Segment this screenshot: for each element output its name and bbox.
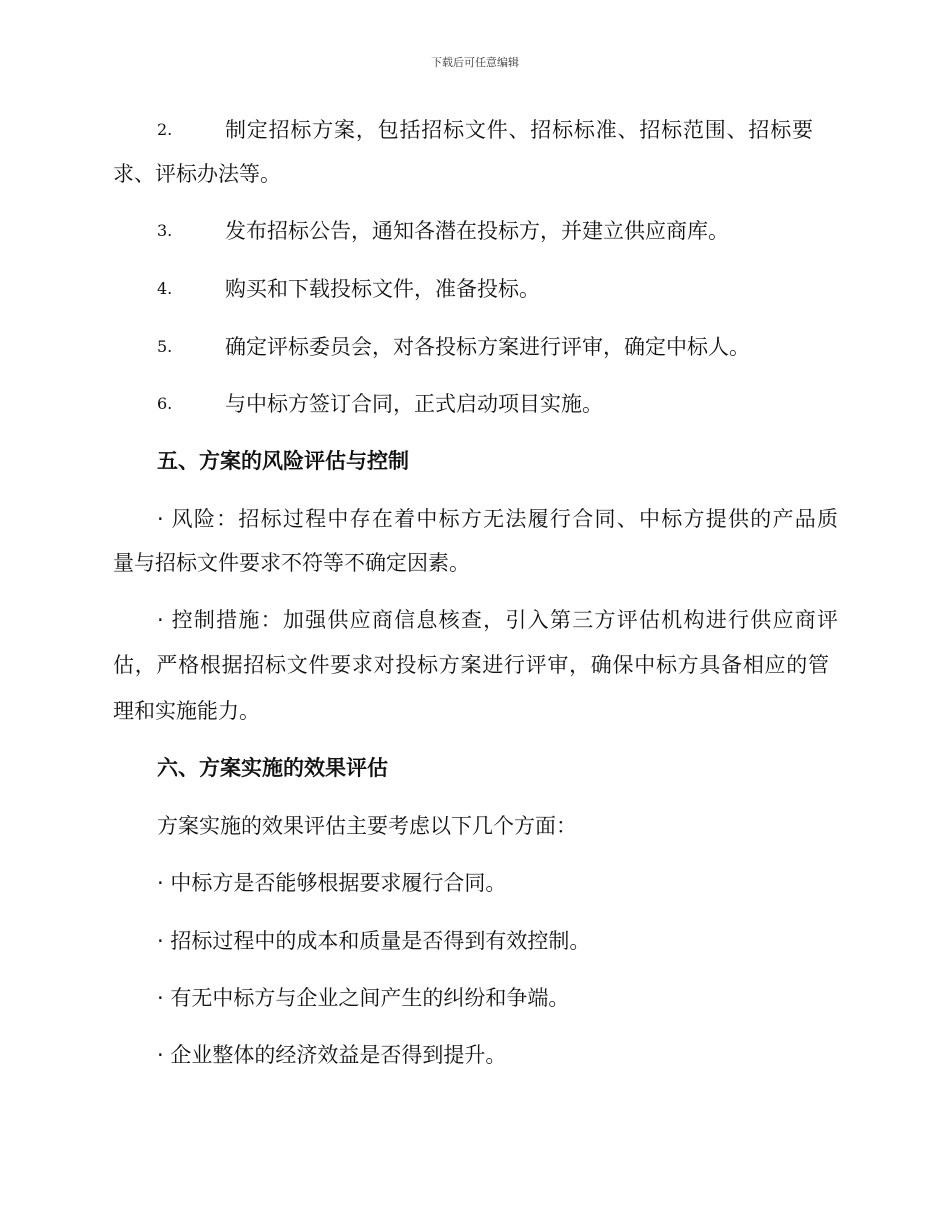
list-item-number: 2.: [157, 120, 173, 139]
evaluation-bullet: · 企业整体的经济效益是否得到提升。: [157, 1043, 507, 1067]
evaluation-bullet: · 有无中标方与企业之间产生的纠纷和争端。: [157, 986, 570, 1010]
list-item-text: 制定招标方案，包括招标文件、招标标准、招标范围、招标要: [225, 118, 813, 142]
list-item-number: 4.: [157, 279, 173, 298]
list-item-number: 3.: [157, 221, 173, 240]
evaluation-bullet: · 招标过程中的成本和质量是否得到有效控制。: [157, 929, 591, 953]
control-paragraph-line: 理和实施能力。: [113, 699, 260, 723]
evaluation-bullet: · 中标方是否能够根据要求履行合同。: [157, 871, 507, 895]
list-item-text: 购买和下载投标文件，准备投标。: [225, 277, 540, 301]
list-item-number: 6.: [157, 394, 173, 413]
risk-paragraph-line: · 风险：招标过程中存在着中标方无法履行合同、中标方提供的产品质: [157, 507, 838, 531]
control-paragraph-line: 估，严格根据招标文件要求对投标方案进行评审，确保中标方具备相应的管: [113, 653, 829, 677]
list-item-number: 5.: [157, 337, 173, 356]
list-item-text: 确定评标委员会，对各投标方案进行评审，确定中标人。: [225, 335, 750, 359]
section-heading-evaluation: 六、方案实施的效果评估: [157, 756, 388, 780]
evaluation-intro: 方案实施的效果评估主要考虑以下几个方面：: [157, 814, 577, 838]
risk-paragraph-line: 量与招标文件要求不符等不确定因素。: [113, 551, 470, 575]
list-item-text-continued: 求、评标办法等。: [113, 162, 281, 186]
list-item-text: 发布招标公告，通知各潜在投标方，并建立供应商库。: [225, 219, 729, 243]
page-header: 下载后可任意编辑: [431, 56, 519, 69]
section-heading-risk: 五、方案的风险评估与控制: [157, 449, 409, 473]
list-item-text: 与中标方签订合同，正式启动项目实施。: [225, 392, 603, 416]
control-paragraph-line: · 控制措施：加强供应商信息核查，引入第三方评估机构进行供应商评: [157, 608, 838, 632]
